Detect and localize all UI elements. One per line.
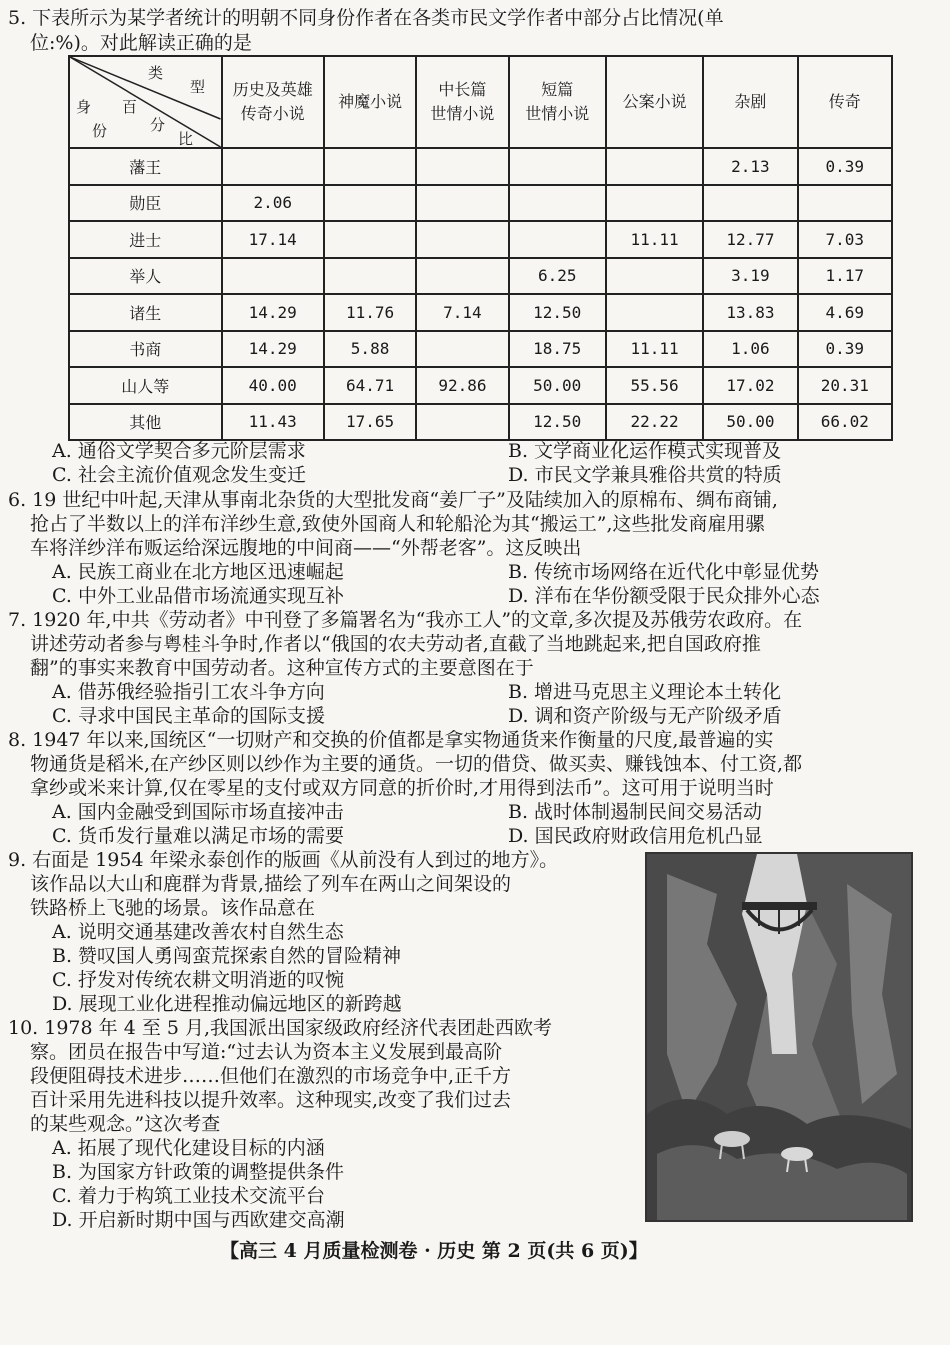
woodcut-print-image bbox=[645, 852, 913, 1222]
q7-stem-line1: 7. 1920 年,中共《劳动者》中刊登了多篇署名为“我亦工人”的文章,多次提及苏俄劳农政府。在 bbox=[8, 609, 803, 631]
row-label: 书商 bbox=[69, 331, 222, 368]
q8-stem-line2: 物通货是稻米,在产纱区则以纱作为主要的通货。一切的借贷、做买卖、赚钱蚀本、付工资,都 bbox=[30, 753, 803, 775]
q9-option-d[interactable]: D. 展现工业化进程推动偏远地区的新跨越 bbox=[52, 993, 402, 1015]
table-cell: 1.06 bbox=[703, 331, 797, 368]
q8-option-d[interactable]: D. 国民政府财政信用危机凸显 bbox=[508, 825, 763, 847]
q10-option-a[interactable]: A. 拓展了现代化建设目标的内涵 bbox=[52, 1137, 325, 1159]
table-row bbox=[69, 185, 892, 222]
table-cell bbox=[324, 185, 416, 222]
column-header: 公案小说 bbox=[606, 56, 703, 148]
table-cell: 18.75 bbox=[509, 331, 606, 368]
table-cell bbox=[324, 148, 416, 185]
table-cell bbox=[222, 148, 324, 185]
row-label: 勋臣 bbox=[69, 185, 222, 222]
table-cell: 20.31 bbox=[798, 367, 892, 404]
q5-option-d[interactable]: D. 市民文学兼具雅俗共赏的特质 bbox=[508, 464, 782, 486]
column-header: 神魔小说 bbox=[324, 56, 416, 148]
table-cell bbox=[222, 258, 324, 295]
table-cell bbox=[416, 221, 508, 258]
table-cell: 14.29 bbox=[222, 294, 324, 331]
q6-option-b[interactable]: B. 传统市场网络在近代化中彰显优势 bbox=[508, 561, 820, 583]
table-cell bbox=[606, 148, 703, 185]
corner-label-type-2: 型 bbox=[190, 78, 206, 96]
table-cell bbox=[416, 185, 508, 222]
row-label: 诸生 bbox=[69, 294, 222, 331]
table-cell: 50.00 bbox=[703, 404, 797, 441]
q7-option-b[interactable]: B. 增进马克思主义理论本土转化 bbox=[508, 681, 782, 703]
table-cell: 17.02 bbox=[703, 367, 797, 404]
table-cell: 12.50 bbox=[509, 404, 606, 441]
table-cell bbox=[798, 185, 892, 222]
q10-stem-line1: 10. 1978 年 4 至 5 月,我国派出国家级政府经济代表团赴西欧考 bbox=[8, 1017, 553, 1039]
table-cell: 50.00 bbox=[509, 367, 606, 404]
table-cell: 11.11 bbox=[606, 331, 703, 368]
corner-label-percent-1: 百 bbox=[122, 98, 138, 116]
table-cell bbox=[606, 185, 703, 222]
q7-stem-line3: 翻”的事实来教育中国劳动者。这种宣传方式的主要意图在于 bbox=[30, 657, 534, 679]
corner-label-identity-1: 身 bbox=[76, 98, 92, 116]
table-cell: 55.56 bbox=[606, 367, 703, 404]
table-cell: 1.17 bbox=[798, 258, 892, 295]
table-row bbox=[69, 148, 892, 185]
table-cell: 3.19 bbox=[703, 258, 797, 295]
table-cell: 92.86 bbox=[416, 367, 508, 404]
q6-stem-line3: 车将洋纱洋布贩运给深远腹地的中间商——“外帮老客”。这反映出 bbox=[30, 537, 582, 559]
table-cell bbox=[324, 258, 416, 295]
table-cell: 13.83 bbox=[703, 294, 797, 331]
q9-stem-line3: 铁路桥上飞驰的场景。该作品意在 bbox=[30, 897, 316, 919]
table-cell: 66.02 bbox=[798, 404, 892, 441]
q10-stem-line4: 百计采用先进科技以提升效率。这种现实,改变了我们过去 bbox=[30, 1089, 512, 1111]
q10-option-d[interactable]: D. 开启新时期中国与西欧建交高潮 bbox=[52, 1209, 345, 1231]
table-row bbox=[69, 367, 892, 404]
table-cell: 12.50 bbox=[509, 294, 606, 331]
q10-stem-line5: 的某些观念。”这次考查 bbox=[30, 1113, 221, 1135]
table-cell bbox=[509, 148, 606, 185]
column-header: 短篇 世情小说 bbox=[509, 56, 606, 148]
table-row bbox=[69, 294, 892, 331]
q10-option-b[interactable]: B. 为国家方针政策的调整提供条件 bbox=[52, 1161, 345, 1183]
table-cell: 64.71 bbox=[324, 367, 416, 404]
q6-option-a[interactable]: A. 民族工商业在北方地区迅速崛起 bbox=[52, 561, 344, 583]
q7-option-a[interactable]: A. 借苏俄经验指引工农斗争方向 bbox=[52, 681, 325, 703]
q10-option-c[interactable]: C. 着力于构筑工业技术交流平台 bbox=[52, 1185, 325, 1207]
q10-stem-line3: 段便阻碍技术进步……但他们在激烈的市场竞争中,正千方 bbox=[30, 1065, 512, 1087]
q5-stem-line1: 5. 下表所示为某学者统计的明朝不同身份作者在各类市民文学作者中部分占比情况(单 bbox=[8, 7, 724, 29]
table-row bbox=[69, 258, 892, 295]
q8-stem-line3: 拿纱或米来计算,仅在零星的支付或双方同意的折价时,才用得到法币”。这可用于说明当时 bbox=[30, 777, 774, 799]
corner-label-identity-2: 份 bbox=[92, 122, 108, 140]
q6-stem-line1: 6. 19 世纪中叶起,天津从事南北杂货的大型批发商“姜厂子”及陆续加入的原棉布、绸布商铺, bbox=[8, 489, 778, 511]
table-cell bbox=[703, 185, 797, 222]
table-cell: 11.43 bbox=[222, 404, 324, 441]
table-cell: 22.22 bbox=[606, 404, 703, 441]
row-label: 举人 bbox=[69, 258, 222, 295]
table-cell: 2.13 bbox=[703, 148, 797, 185]
table-cell: 0.39 bbox=[798, 148, 892, 185]
woodcut-landscape-illustration bbox=[647, 854, 911, 1220]
column-header: 杂剧 bbox=[703, 56, 797, 148]
q9-option-c[interactable]: C. 抒发对传统农耕文明消逝的叹惋 bbox=[52, 969, 344, 991]
column-header: 传奇 bbox=[798, 56, 892, 148]
table-row bbox=[69, 331, 892, 368]
table-cell bbox=[324, 221, 416, 258]
table-cell: 11.76 bbox=[324, 294, 416, 331]
table-cell bbox=[606, 294, 703, 331]
q9-stem-line2: 该作品以大山和鹿群为背景,描绘了列车在两山之间架设的 bbox=[30, 873, 512, 895]
q5-option-a[interactable]: A. 通俗文学契合多元阶层需求 bbox=[52, 440, 306, 462]
q5-option-c[interactable]: C. 社会主流价值观念发生变迁 bbox=[52, 464, 306, 486]
row-label: 其他 bbox=[69, 404, 222, 441]
table-cell bbox=[416, 404, 508, 441]
table-cell: 7.14 bbox=[416, 294, 508, 331]
row-label: 山人等 bbox=[69, 367, 222, 404]
table-cell: 17.14 bbox=[222, 221, 324, 258]
q8-option-c[interactable]: C. 货币发行量难以满足市场的需要 bbox=[52, 825, 344, 847]
table-corner-cell bbox=[69, 56, 222, 148]
table-cell bbox=[416, 258, 508, 295]
table-cell: 40.00 bbox=[222, 367, 324, 404]
table-cell bbox=[416, 331, 508, 368]
table-cell: 17.65 bbox=[324, 404, 416, 441]
page-footer: 【高三 4 月质量检测卷 · 历史 第 2 页(共 6 页)】 bbox=[220, 1240, 648, 1262]
corner-label-type-1: 类 bbox=[148, 64, 164, 82]
table-cell: 7.03 bbox=[798, 221, 892, 258]
row-label: 藩王 bbox=[69, 148, 222, 185]
corner-label-ratio: 比 bbox=[178, 130, 194, 148]
author-identity-table bbox=[68, 55, 893, 441]
q7-option-c[interactable]: C. 寻求中国民主革命的国际支援 bbox=[52, 705, 325, 727]
row-label: 进士 bbox=[69, 221, 222, 258]
table-cell: 2.06 bbox=[222, 185, 324, 222]
q7-option-d[interactable]: D. 调和资产阶级与无产阶级矛盾 bbox=[508, 705, 782, 727]
table-cell: 5.88 bbox=[324, 331, 416, 368]
table-row bbox=[69, 404, 892, 441]
table-cell: 11.11 bbox=[606, 221, 703, 258]
column-header: 中长篇 世情小说 bbox=[416, 56, 508, 148]
table-header-row bbox=[69, 56, 892, 148]
q7-stem-line2: 讲述劳动者参与粤桂斗争时,作者以“俄国的农夫劳动者,直截了当地跳起来,把自国政府推 bbox=[30, 633, 761, 655]
q10-stem-line2: 察。团员在报告中写道:“过去认为资本主义发展到最高阶 bbox=[30, 1041, 503, 1063]
q6-option-d[interactable]: D. 洋布在华份额受限于民众排外心态 bbox=[508, 585, 820, 607]
q8-option-b[interactable]: B. 战时体制遏制民间交易活动 bbox=[508, 801, 763, 823]
table-cell: 0.39 bbox=[798, 331, 892, 368]
table-cell bbox=[509, 221, 606, 258]
table-cell: 12.77 bbox=[703, 221, 797, 258]
q9-option-b[interactable]: B. 赞叹国人勇闯蛮荒探索自然的冒险精神 bbox=[52, 945, 402, 967]
table-cell: 14.29 bbox=[222, 331, 324, 368]
corner-label-percent-2: 分 bbox=[150, 116, 166, 134]
q8-stem-line1: 8. 1947 年以来,国统区“一切财产和交换的价值都是拿实物通货来作衡量的尺度,最普遍的实 bbox=[8, 729, 774, 751]
q6-option-c[interactable]: C. 中外工业品借市场流通实现互补 bbox=[52, 585, 344, 607]
table-cell bbox=[509, 185, 606, 222]
table-cell: 6.25 bbox=[509, 258, 606, 295]
table-cell bbox=[416, 148, 508, 185]
column-header: 历史及英雄 传奇小说 bbox=[222, 56, 324, 148]
q9-stem-line1: 9. 右面是 1954 年梁永泰创作的版画《从前没有人到过的地方》。 bbox=[8, 849, 559, 871]
q8-option-a[interactable]: A. 国内金融受到国际市场直接冲击 bbox=[52, 801, 344, 823]
q9-option-a[interactable]: A. 说明交通基建改善农村自然生态 bbox=[52, 921, 344, 943]
table-cell bbox=[606, 258, 703, 295]
q5-stem-line2: 位:%)。对此解读正确的是 bbox=[30, 32, 252, 54]
table-row bbox=[69, 221, 892, 258]
q6-stem-line2: 抢占了半数以上的洋布洋纱生意,致使外国商人和轮船沦为其“搬运工”,这些批发商雇用骡 bbox=[30, 513, 765, 535]
q5-option-b[interactable]: B. 文学商业化运作模式实现普及 bbox=[508, 440, 782, 462]
table-cell: 4.69 bbox=[798, 294, 892, 331]
